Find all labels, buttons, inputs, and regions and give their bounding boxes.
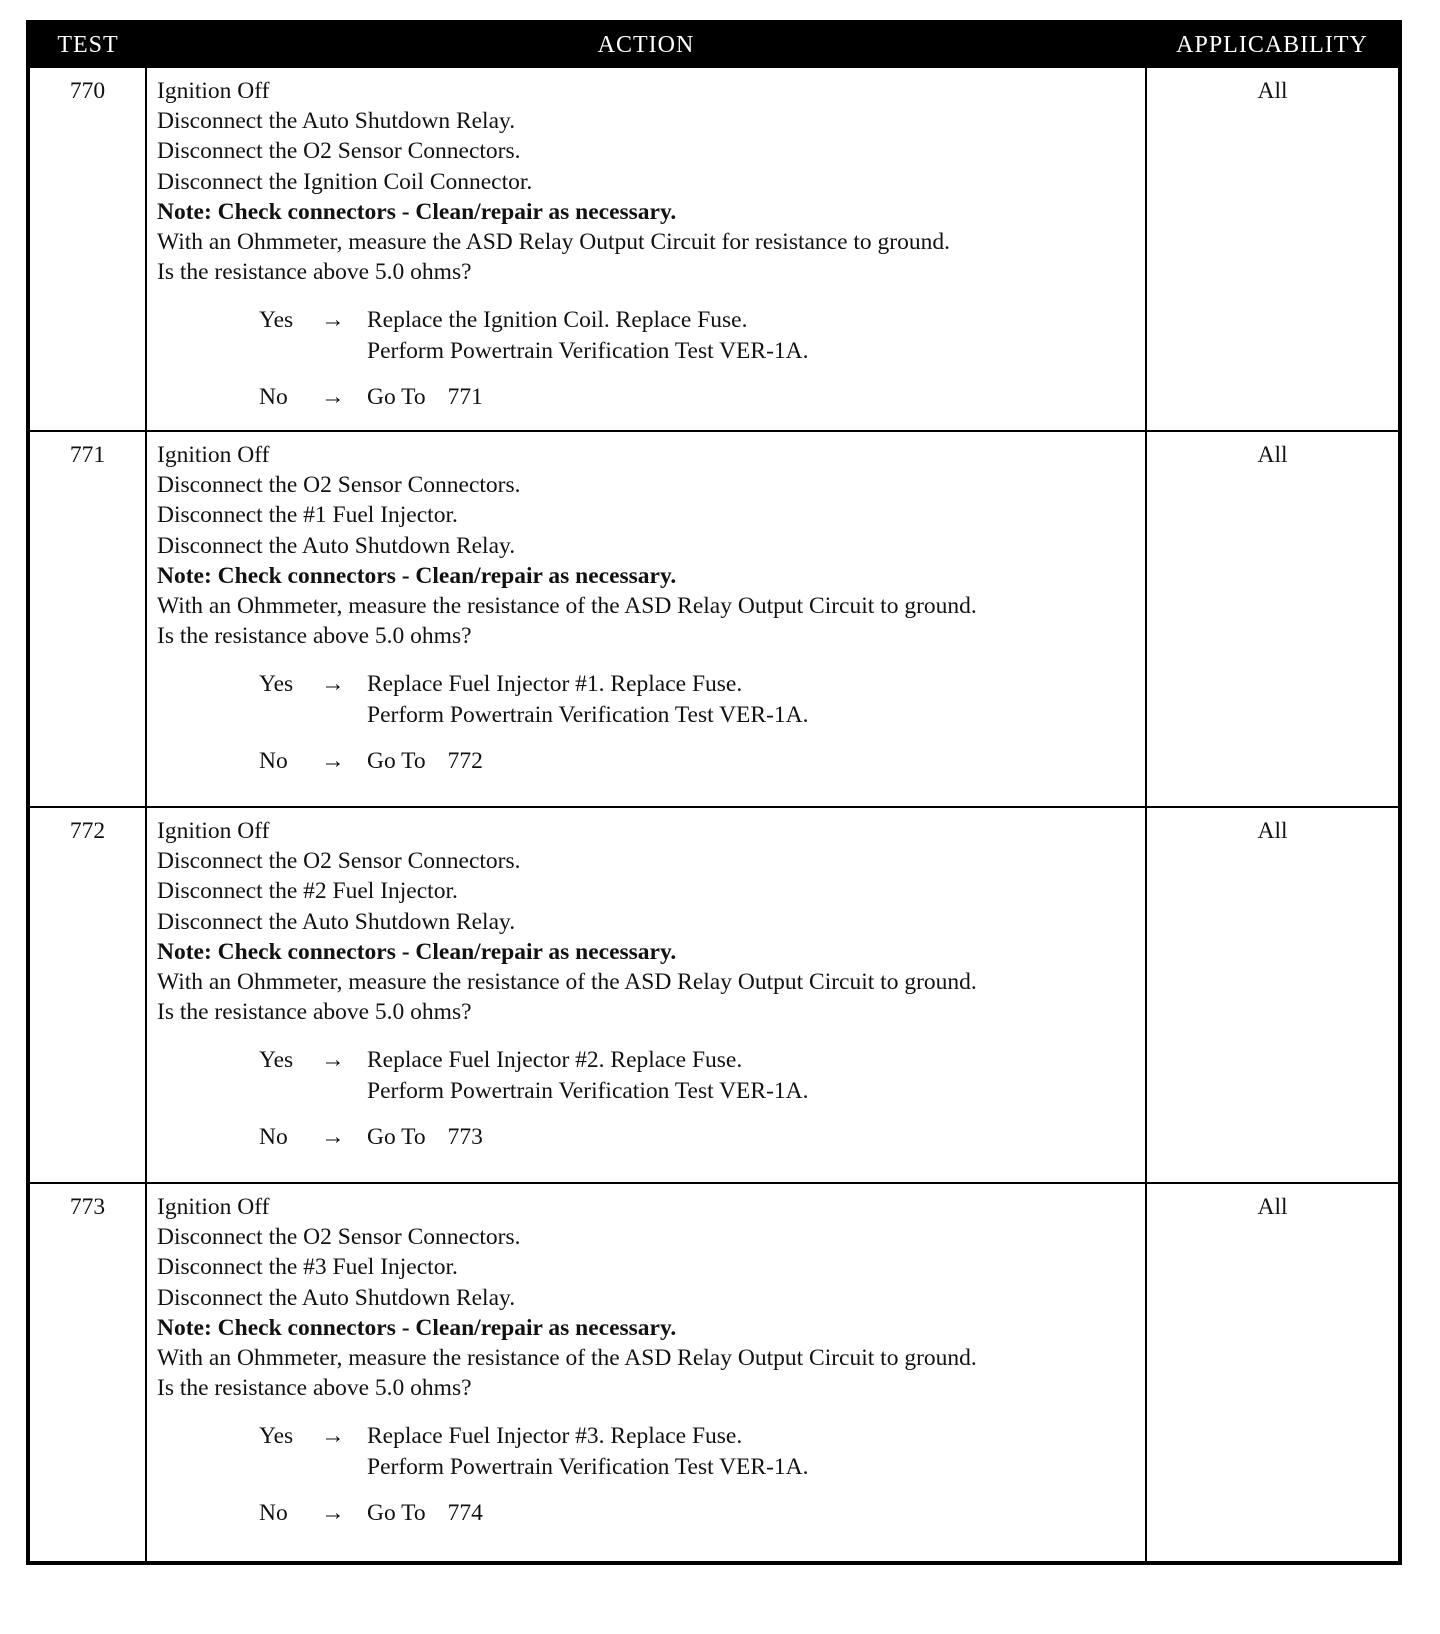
action-step: Disconnect the Auto Shutdown Relay.	[157, 532, 516, 559]
yes-verification: Perform Powertrain Verification Test VER-1A.	[367, 1453, 809, 1480]
table-row	[28, 1183, 1400, 1563]
action-step: Ignition Off	[157, 818, 270, 844]
action-step: Disconnect the O2 Sensor Connectors.	[157, 472, 521, 499]
diagnostic-test-table	[26, 20, 1402, 1565]
yes-verification: Perform Powertrain Verification Test VER-1A.	[367, 1077, 809, 1104]
action-cell	[146, 67, 1146, 431]
yes-result	[259, 669, 1135, 729]
arrow-icon: →	[321, 1423, 345, 1450]
goto-target: 771	[447, 383, 483, 410]
action-step: Disconnect the Auto Shutdown Relay.	[157, 1284, 516, 1311]
yes-action: Replace Fuel Injector #1. Replace Fuse.	[367, 671, 743, 698]
action-measure: With an Ohmmeter, measure the resistance of the ASD Relay Output Circuit to ground.	[157, 1345, 977, 1372]
table-row	[28, 431, 1400, 807]
applicability-value: All	[1146, 67, 1400, 431]
applicability-value: All	[1146, 1183, 1400, 1563]
no-result	[259, 382, 1135, 412]
action-note: Note: Check connectors - Clean/repair as necessary.	[157, 198, 677, 225]
action-measure: With an Ohmmeter, measure the ASD Relay Output Circuit for resistance to ground.	[157, 229, 951, 256]
action-measure: With an Ohmmeter, measure the resistance of the ASD Relay Output Circuit to ground.	[157, 969, 977, 996]
action-step: Disconnect the Auto Shutdown Relay.	[157, 108, 516, 135]
action-cell	[146, 1183, 1146, 1563]
action-step: Disconnect the #3 Fuel Injector.	[157, 1254, 458, 1281]
test-number: 770	[28, 67, 146, 431]
goto-target: 774	[447, 1499, 483, 1526]
yes-label: Yes	[259, 1423, 294, 1450]
arrow-icon: →	[321, 671, 345, 698]
goto-target: 772	[447, 747, 483, 774]
goto-target: 773	[447, 1123, 483, 1150]
action-step: Disconnect the #2 Fuel Injector.	[157, 878, 458, 905]
yes-label: Yes	[259, 1047, 294, 1074]
action-step: Ignition Off	[157, 442, 270, 468]
action-note: Note: Check connectors - Clean/repair as necessary.	[157, 938, 677, 965]
arrow-icon: →	[321, 1123, 345, 1150]
header-action: ACTION	[146, 22, 1146, 67]
action-question: Is the resistance above 5.0 ohms?	[157, 1375, 472, 1402]
no-result	[259, 1122, 1135, 1152]
action-step: Disconnect the O2 Sensor Connectors.	[157, 848, 521, 875]
action-measure: With an Ohmmeter, measure the resistance of the ASD Relay Output Circuit to ground.	[157, 593, 977, 620]
yes-result	[259, 305, 1135, 365]
yes-action: Replace the Ignition Coil. Replace Fuse.	[367, 307, 748, 334]
table-row	[28, 807, 1400, 1183]
no-label: No	[259, 747, 288, 774]
applicability-value: All	[1146, 431, 1400, 807]
header-test: TEST	[28, 22, 146, 67]
action-step: Disconnect the Ignition Coil Connector.	[157, 168, 533, 195]
arrow-icon: →	[321, 307, 345, 334]
yes-action: Replace Fuel Injector #3. Replace Fuse.	[367, 1423, 743, 1450]
action-note: Note: Check connectors - Clean/repair as necessary.	[157, 562, 677, 589]
test-number: 772	[28, 807, 146, 1183]
action-step: Ignition Off	[157, 78, 270, 104]
arrow-icon: →	[321, 1047, 345, 1074]
arrow-icon: →	[321, 1499, 345, 1526]
goto-label: Go To	[367, 383, 426, 410]
action-cell	[146, 431, 1146, 807]
no-label: No	[259, 1499, 288, 1526]
action-step: Disconnect the O2 Sensor Connectors.	[157, 1224, 521, 1251]
test-number: 773	[28, 1183, 146, 1563]
diagnostic-page	[26, 20, 1398, 1565]
no-label: No	[259, 383, 288, 410]
action-question: Is the resistance above 5.0 ohms?	[157, 259, 472, 286]
yes-action: Replace Fuel Injector #2. Replace Fuse.	[367, 1047, 743, 1074]
yes-result	[259, 1045, 1135, 1105]
action-question: Is the resistance above 5.0 ohms?	[157, 999, 472, 1026]
action-note: Note: Check connectors - Clean/repair as necessary.	[157, 1314, 677, 1341]
action-question: Is the resistance above 5.0 ohms?	[157, 623, 472, 650]
action-step: Disconnect the #1 Fuel Injector.	[157, 502, 458, 529]
test-number: 771	[28, 431, 146, 807]
table-header-row	[28, 22, 1400, 67]
goto-label: Go To	[367, 1499, 426, 1526]
yes-verification: Perform Powertrain Verification Test VER-1A.	[367, 337, 809, 364]
action-step: Ignition Off	[157, 1194, 270, 1220]
yes-verification: Perform Powertrain Verification Test VER-1A.	[367, 701, 809, 728]
no-result	[259, 746, 1135, 776]
action-step: Disconnect the Auto Shutdown Relay.	[157, 908, 516, 935]
no-label: No	[259, 1123, 288, 1150]
goto-label: Go To	[367, 747, 426, 774]
applicability-value: All	[1146, 807, 1400, 1183]
goto-label: Go To	[367, 1123, 426, 1150]
action-cell	[146, 807, 1146, 1183]
table-row	[28, 67, 1400, 431]
yes-label: Yes	[259, 671, 294, 698]
arrow-icon: →	[321, 747, 345, 774]
action-step: Disconnect the O2 Sensor Connectors.	[157, 138, 521, 165]
arrow-icon: →	[321, 383, 345, 410]
yes-result	[259, 1421, 1135, 1481]
no-result	[259, 1498, 1135, 1528]
yes-label: Yes	[259, 307, 294, 334]
header-applicability: APPLICABILITY	[1146, 22, 1400, 67]
